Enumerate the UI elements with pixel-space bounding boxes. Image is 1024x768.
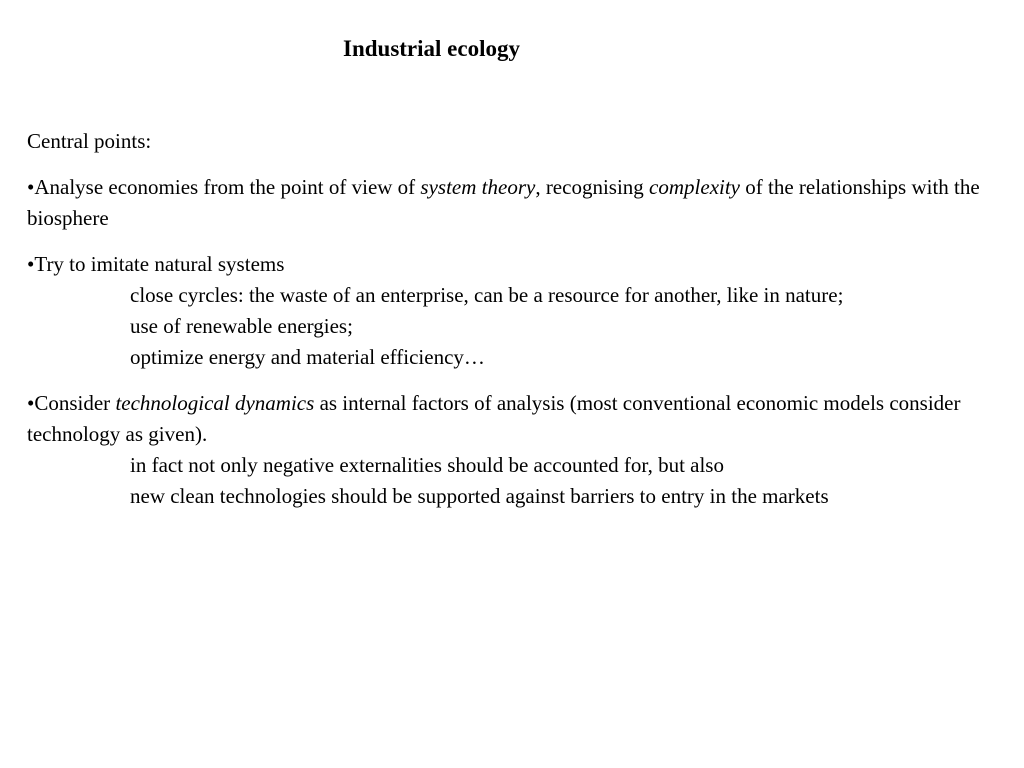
- bullet-text: [27, 172, 1017, 234]
- intro-text: Central points:: [27, 129, 152, 153]
- sub-point: optimize energy and material efficiency…: [130, 345, 485, 369]
- bullet-item: [27, 249, 1017, 373]
- emphasis-text: technological dynamics: [115, 391, 315, 415]
- emphasis-text: complexity: [649, 175, 740, 199]
- bullet-item: [27, 388, 1017, 512]
- sub-point: new clean technologies should be supported against barriers to entry in the markets: [130, 484, 829, 508]
- sub-point: close cyrcles: the waste of an enterprise, can be a resource for another, like in nature;: [130, 283, 844, 307]
- bullet-text-part: of the relationships with the biosphere: [27, 175, 980, 230]
- bullet-text-part: as internal factors of analysis (most conventional economic models consider technology as given).: [27, 391, 961, 446]
- bullet-text: [27, 249, 1017, 280]
- sub-point: use of renewable energies;: [130, 314, 353, 338]
- bullet-list: [27, 172, 1017, 512]
- slide-title: Industrial ecology: [343, 36, 520, 61]
- bullet-item: [27, 172, 1017, 234]
- bullet-text-part: •Consider: [27, 391, 116, 415]
- sub-point: in fact not only negative externalities should be accounted for, but also: [130, 453, 724, 477]
- bullet-text: [27, 388, 1017, 450]
- bullet-text-part: •Try to imitate natural systems: [27, 252, 285, 276]
- emphasis-text: system theory: [420, 175, 536, 199]
- bullet-text-part: , recognising: [535, 175, 650, 199]
- slide-body: [27, 126, 1017, 527]
- bullet-text-part: •Analyse economies from the point of view of: [27, 175, 421, 199]
